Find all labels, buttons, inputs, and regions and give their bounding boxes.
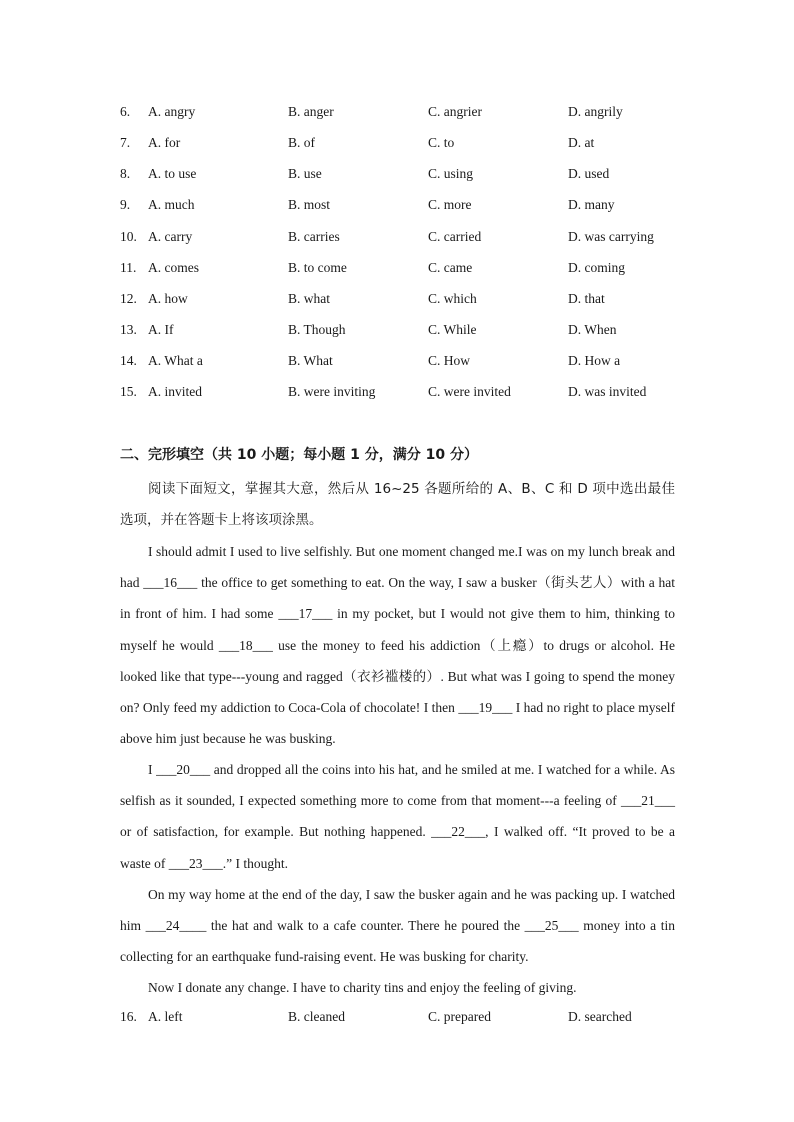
question-number: 10. <box>120 229 137 244</box>
option-d: D. was invited <box>568 384 647 399</box>
option-b: B. what <box>288 291 330 306</box>
option-d: D. When <box>568 322 617 337</box>
option-d: D. many <box>568 197 615 212</box>
option-a: A. much <box>148 197 195 212</box>
question-number: 8. <box>120 166 131 181</box>
option-a: A. angry <box>148 104 196 119</box>
passage-paragraph: I ___20___ and dropped all the coins into his hat, and he smiled at me. I watched for a while. As selfish as it sounded, I expected something more to come from that moment---a feeling of ___21___ or of satisfaction, for example. But nothing happened. ___22___, I walked off. “It proved to be a waste of ___23___.” I thought. <box>120 762 675 871</box>
option-row <box>120 381 680 403</box>
question-number: 14. <box>120 353 137 368</box>
option-c: C. more <box>428 197 472 212</box>
question-number: 9. <box>120 197 131 212</box>
question-number: 16. <box>120 1009 137 1024</box>
option-c: C. carried <box>428 229 482 244</box>
option-row <box>120 319 680 341</box>
passage-paragraph: On my way home at the end of the day, I saw the busker again and he was packing up. I watched him ___24____ the hat and walk to a cafe counter. There he poured the ___25___ money into a tin collecting for an earthquake fund-raising event. He was busking for charity. <box>120 887 675 965</box>
passage-paragraph: Now I donate any change. I have to charity tins and enjoy the feeling of giving. <box>148 980 577 995</box>
section-heading: 二、完形填空（共 10 小题；每小题 1 分，满分 10 分） <box>120 447 478 463</box>
option-d: D. that <box>568 291 605 306</box>
option-d: D. How a <box>568 353 621 368</box>
option-b: B. to come <box>288 260 347 275</box>
option-d: D. used <box>568 166 610 181</box>
option-row <box>120 226 680 248</box>
option-a: A. carry <box>148 229 193 244</box>
option-d: D. searched <box>568 1009 632 1024</box>
option-b: B. What <box>288 353 333 368</box>
question-number: 12. <box>120 291 137 306</box>
option-c: C. using <box>428 166 474 181</box>
option-c: C. While <box>428 322 477 337</box>
option-row <box>120 101 680 123</box>
option-row <box>120 1006 680 1028</box>
option-c: C. to <box>428 135 455 150</box>
question-number: 13. <box>120 322 137 337</box>
option-row <box>120 257 680 279</box>
option-d: D. was carrying <box>568 229 654 244</box>
option-b: B. carries <box>288 229 340 244</box>
option-b: B. cleaned <box>288 1009 345 1024</box>
option-c: C. How <box>428 353 471 368</box>
option-c: C. came <box>428 260 473 275</box>
option-a: A. If <box>148 322 174 337</box>
option-row <box>120 132 680 154</box>
option-b: B. use <box>288 166 322 181</box>
option-a: A. invited <box>148 384 202 399</box>
question-number: 15. <box>120 384 137 399</box>
option-b: B. most <box>288 197 331 212</box>
question-number: 6. <box>120 104 131 119</box>
option-row <box>120 350 680 372</box>
option-d: D. at <box>568 135 595 150</box>
option-a: A. for <box>148 135 181 150</box>
option-row <box>120 194 680 216</box>
option-c: C. prepared <box>428 1009 491 1024</box>
option-row <box>120 163 680 185</box>
option-a: A. how <box>148 291 188 306</box>
question-number: 7. <box>120 135 131 150</box>
option-d: D. angrily <box>568 104 623 119</box>
option-b: B. anger <box>288 104 334 119</box>
passage-paragraph: I should admit I used to live selfishly. But one moment changed me.I was on my lunch break and had ___16___ the office to get something to eat. On the way, I saw a busker（街头艺人）with a hat in front of him. I had some ___17___ in my pocket, but I would not give them to him, thinking to myself he would ___18___ use the money to feed his addiction（上瘾）to drugs or alcohol. He looked like that type---young and ragged（衣衫褴楼的）. But what was I going to spend the money on? Only feed my addiction to Coca-Cola of chocolate! I then ___19___ I had no right to place myself above him just because he was busking. <box>120 544 675 747</box>
option-row <box>120 288 680 310</box>
option-c: C. angrier <box>428 104 482 119</box>
question-number: 11. <box>120 260 137 275</box>
option-a: A. What a <box>148 353 203 368</box>
option-b: B. Though <box>288 322 346 337</box>
option-a: A. comes <box>148 260 199 275</box>
option-c: C. which <box>428 291 477 306</box>
option-b: B. of <box>288 135 315 150</box>
option-b: B. were inviting <box>288 384 376 399</box>
instruction-text: 阅读下面短文，掌握其大意，然后从 16~25 各题所给的 A、B、C 和 D 项中选出最佳选项，并在答题卡上将该项涂黑。 <box>120 481 675 529</box>
option-a: A. left <box>148 1009 183 1024</box>
option-a: A. to use <box>148 166 197 181</box>
option-d: D. coming <box>568 260 625 275</box>
option-c: C. were invited <box>428 384 511 399</box>
